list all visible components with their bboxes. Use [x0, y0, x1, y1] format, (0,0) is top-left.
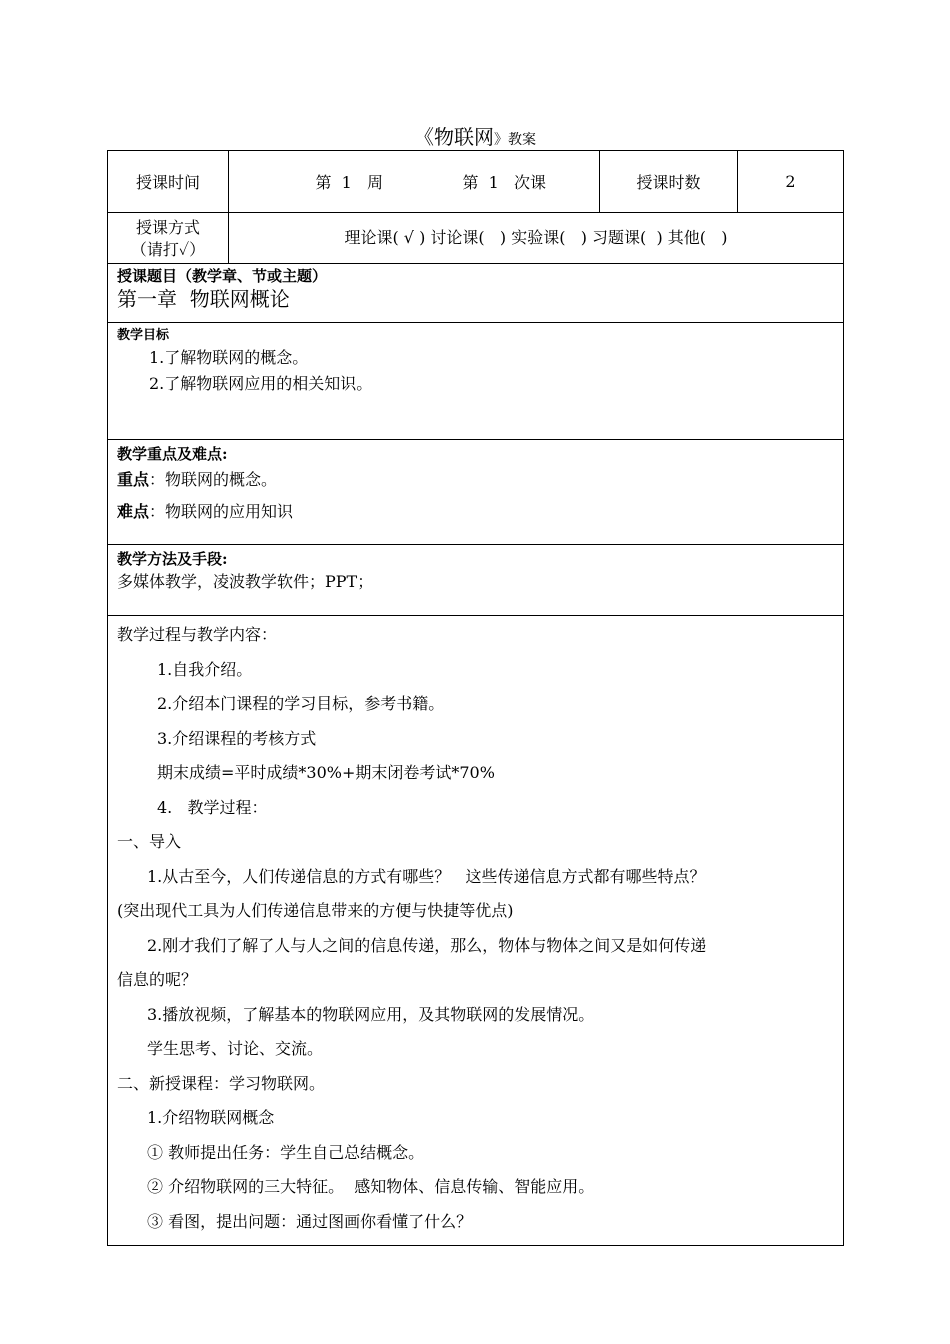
- week-session-cell: [229, 151, 600, 213]
- goal-item: 2.了解物联网应用的相关知识。: [149, 374, 373, 393]
- process-line: 1.从古至今，人们传递信息的方式有哪些？ 这些传递信息方式都有哪些特点？: [147, 866, 706, 886]
- difficult-point: [117, 496, 835, 528]
- process-line: 2.介绍本门课程的学习目标，参考书籍。: [157, 694, 445, 713]
- row-goals: [108, 323, 844, 440]
- process-line: ① 教师提出任务：学生自己总结概念。: [147, 1142, 425, 1162]
- key-point: [117, 464, 835, 496]
- hours-value-cell: [738, 151, 844, 213]
- process-line: 1.介绍物联网概念: [147, 1108, 275, 1127]
- topic-cell: [108, 264, 844, 323]
- row-methods: [108, 545, 844, 616]
- process-line: 1.自我介绍。: [157, 659, 253, 679]
- hours-label-cell: [600, 151, 738, 213]
- method-options-cell: [229, 213, 844, 264]
- process-section-heading: 一、导入: [117, 832, 182, 851]
- process-line: ③ 看图，提出问题：通过图画你看懂了什么？: [147, 1211, 473, 1231]
- keypoints-cell: [108, 440, 844, 545]
- process-heading: 教学过程与教学内容：: [117, 625, 278, 644]
- process-line: 4. 教学过程：: [157, 797, 268, 817]
- title-suffix: 》教案: [494, 132, 536, 148]
- goals-cell: [108, 323, 844, 440]
- row-keypoints: [108, 440, 844, 545]
- title-main: 《物联网: [414, 125, 494, 149]
- method-label-line2: （请打✓）: [130, 240, 206, 259]
- method-label-line1: 授课方式: [135, 218, 200, 237]
- method-label-cell: [108, 213, 229, 264]
- session-text: 第 1 次课: [462, 173, 547, 192]
- process-line: 期末成绩=平时成绩*30%+期末闭卷考试*70%: [157, 763, 495, 782]
- method-options: 理论课( √ ) 讨论课( ) 实验课( ) 习题课( ) 其他( ): [344, 228, 728, 247]
- hours-label: 授课时数: [636, 173, 701, 192]
- time-label-cell: [108, 151, 229, 213]
- hours-value: 2: [785, 172, 796, 191]
- process-line: 3.介绍课程的考核方式: [157, 728, 317, 748]
- keypoints-label: 教学重点及难点:: [117, 445, 228, 463]
- process-line: 信息的呢？: [117, 970, 198, 989]
- goal-item: 1.了解物联网的概念。: [149, 348, 309, 367]
- process-line: (突出现代工具为人们传递信息带来的方便与快捷等优点): [117, 901, 514, 920]
- difficult-point-text: ：物联网的应用知识: [149, 502, 294, 521]
- row-topic: [108, 264, 844, 323]
- process-cell: [108, 616, 844, 1246]
- row-process: [108, 616, 844, 1246]
- methods-label: 教学方法及手段:: [117, 550, 228, 568]
- methods-cell: [108, 545, 844, 616]
- topic-value: 第一章 物联网概论: [117, 287, 290, 311]
- topic-label: 授课题目（教学章、节或主题）: [117, 267, 328, 285]
- process-line: 学生思考、讨论、交流。: [147, 1039, 324, 1058]
- process-line: 2.刚才我们了解了人与人之间的信息传递，那么，物体与物体之间又是如何传递: [147, 935, 707, 955]
- row-method: [108, 213, 844, 264]
- process-section-heading: 二、新授课程：学习物联网。: [117, 1073, 326, 1093]
- goals-label: 教学目标: [117, 328, 170, 343]
- time-label: 授课时间: [135, 173, 200, 192]
- row-schedule: [108, 151, 844, 213]
- process-line: 3.播放视频，了解基本的物联网应用，及其物联网的发展情况。: [147, 1004, 595, 1024]
- lesson-plan-table: [107, 150, 844, 1246]
- document-title: [0, 124, 950, 153]
- week-text: 第 1 周: [315, 173, 384, 192]
- key-point-text: ：物联网的概念。: [149, 470, 278, 489]
- key-point-label: 重点: [117, 470, 150, 489]
- methods-text: 多媒体教学，凌波教学软件；PPT；: [117, 572, 374, 591]
- difficult-point-label: 难点: [117, 502, 150, 521]
- process-line: ② 介绍物联网的三大特征。 感知物体、信息传输、智能应用。: [147, 1177, 595, 1196]
